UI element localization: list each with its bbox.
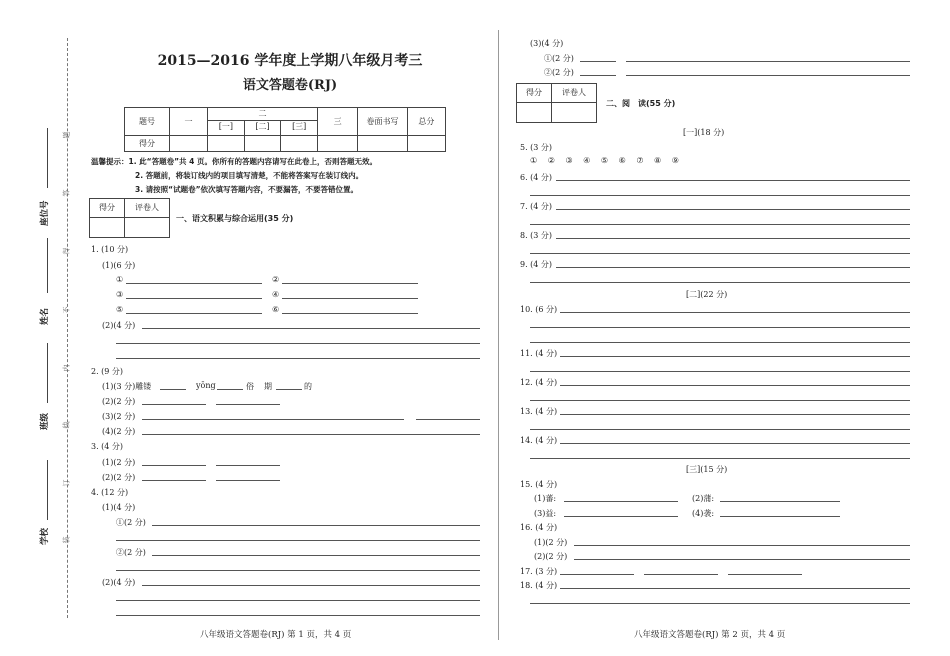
q6-answer-line[interactable] — [530, 195, 910, 196]
q18-answer-line[interactable] — [530, 603, 910, 604]
section-1-title: 一、语文积累与综合运用(35 分) — [176, 214, 294, 223]
score-header: 总分 — [407, 108, 445, 136]
score-header: 题号 — [125, 108, 170, 136]
r-q3a-answer-line[interactable] — [626, 61, 910, 62]
grader-score-label: 得分 — [517, 84, 552, 103]
q12-answer-line[interactable] — [530, 400, 910, 401]
q10-answer-line[interactable] — [560, 312, 910, 313]
q1-circle-6: ⑥ — [272, 305, 280, 314]
q17-label: 17. (3 分) — [520, 567, 558, 576]
section-2-title: 二、阅 读(55 分) — [606, 99, 676, 108]
q8-answer-line[interactable] — [556, 238, 910, 239]
q1-2-answer-line[interactable] — [116, 343, 480, 344]
seal-char: 不 — [62, 306, 71, 314]
score-subheader: [二] — [245, 121, 282, 135]
q15-1-label: (1)蕃: — [534, 494, 557, 503]
q4-1b-label: ②(2 分) — [116, 548, 146, 557]
q10-answer-line[interactable] — [530, 327, 910, 328]
q14-answer-line[interactable] — [530, 458, 910, 459]
q2-4-label: (4)(2 分) — [102, 427, 136, 436]
score-cell[interactable] — [358, 136, 408, 152]
q4-1-label: (1)(4 分) — [102, 503, 136, 512]
q2-3-answer-line[interactable] — [142, 419, 404, 420]
q17-blank[interactable] — [728, 574, 802, 575]
q4-2-label: (2)(4 分) — [102, 578, 136, 587]
school-label: 学校 — [40, 527, 50, 545]
q1-circle-5: ⑤ — [116, 305, 124, 314]
q16-label: 16. (4 分) — [520, 523, 558, 532]
q1-circle-1: ① — [116, 275, 124, 284]
score-header-part2 — [208, 108, 318, 136]
q2-3-answer-line[interactable] — [416, 419, 480, 420]
left-footer: 八年级语文答题卷(RJ) 第 1 页，共 4 页 — [200, 630, 352, 640]
q2-2-blank[interactable] — [142, 404, 206, 405]
part-1-title: [一](18 分) — [683, 128, 725, 137]
q15-2-blank[interactable] — [720, 501, 840, 502]
q13-answer-line[interactable] — [530, 429, 910, 430]
q5-option[interactable]: ⑦ — [636, 156, 644, 165]
score-cell[interactable] — [281, 136, 317, 151]
q2-3-label: (3)(2 分) — [102, 412, 136, 421]
q4-2-answer-line[interactable] — [142, 585, 480, 586]
q10-label: 10. (6 分) — [520, 305, 558, 314]
q3-1-label: (1)(2 分) — [102, 458, 136, 467]
q2-1-char: 俗 — [246, 382, 254, 391]
q2-label: 2. (9 分) — [91, 367, 124, 376]
score-header: 一 — [169, 108, 207, 136]
q16-1-label: (1)(2 分) — [534, 538, 568, 547]
page-divider — [498, 30, 499, 640]
score-header: 三 — [318, 108, 358, 136]
score-header: 卷面书写 — [358, 108, 408, 136]
grader-divider — [124, 217, 125, 237]
score-subheader: [一] — [208, 121, 245, 135]
q6-answer-line[interactable] — [556, 180, 910, 181]
seal-char: 题 — [62, 131, 71, 139]
q14-answer-line[interactable] — [560, 443, 910, 444]
q16-2-label: (2)(2 分) — [534, 552, 568, 561]
q4-1a-label: ①(2 分) — [116, 518, 146, 527]
q2-1-pinyin: yōng — [196, 381, 216, 390]
q1-answer-line[interactable] — [126, 313, 262, 314]
q9-label: 9. (4 分) — [520, 260, 553, 269]
r-q3b-blank[interactable] — [580, 75, 616, 76]
seal-char: 答 — [62, 189, 71, 197]
binding-line — [67, 38, 68, 618]
q5-option[interactable]: ⑨ — [671, 156, 679, 165]
score-cell[interactable] — [169, 136, 207, 152]
q1-1-label: (1)(6 分) — [102, 261, 136, 270]
q2-4-answer-line[interactable] — [142, 434, 480, 435]
q3-1-blank[interactable] — [216, 465, 280, 466]
grader-reviewer-label: 评卷人 — [552, 84, 596, 103]
name-label: 姓名 — [40, 307, 50, 325]
q4-2-answer-line[interactable] — [116, 615, 480, 616]
grader-score-label: 得分 — [90, 199, 125, 218]
q15-4-label: (4)袭: — [692, 509, 715, 518]
q12-label: 12. (4 分) — [520, 378, 558, 387]
seal-char: 装 — [62, 536, 71, 544]
q5-label: 5. (3 分) — [520, 143, 553, 152]
seal-char: 内 — [62, 364, 71, 372]
seat-number-label: 座位号 — [40, 200, 50, 226]
seal-char: 得 — [62, 247, 71, 255]
q15-3-label: (3)益: — [534, 509, 557, 518]
q3-2-blank[interactable] — [142, 480, 206, 481]
q15-2-label: (2)蒲: — [692, 494, 715, 503]
q16-1-answer-line[interactable] — [574, 545, 910, 546]
score-cell[interactable] — [318, 136, 358, 152]
q15-3-blank[interactable] — [564, 516, 678, 517]
score-header: 二 — [208, 108, 317, 121]
q6-label: 6. (4 分) — [520, 173, 553, 182]
q1-answer-line[interactable] — [282, 313, 418, 314]
q5-option[interactable]: ③ — [565, 156, 573, 165]
r-q3a-label: ①(2 分) — [544, 54, 574, 63]
right-footer: 八年级语文答题卷(RJ) 第 2 页，共 4 页 — [634, 630, 786, 640]
q8-answer-line[interactable] — [530, 253, 910, 254]
q4-2-answer-line[interactable] — [116, 600, 480, 601]
q4-1a-answer-line[interactable] — [152, 525, 480, 526]
grader-reviewer-label: 评卷人 — [125, 199, 169, 218]
r-q3b-label: ②(2 分) — [544, 68, 574, 77]
score-cell[interactable] — [208, 136, 245, 151]
score-row-label: 得分 — [125, 136, 170, 152]
class-label: 班级 — [40, 412, 50, 430]
q7-answer-line[interactable] — [556, 209, 910, 210]
r-q3b-answer-line[interactable] — [626, 75, 910, 76]
q5-option[interactable]: ⑧ — [654, 156, 662, 165]
q2-1-label: (1)(3 分)雕镂 — [102, 382, 152, 391]
part-3-title: [三](15 分) — [686, 465, 728, 474]
q1-answer-line[interactable] — [282, 283, 418, 284]
q2-1-blank[interactable] — [276, 389, 302, 390]
seal-char: 线 — [62, 421, 71, 429]
q2-1-char: 的 — [304, 382, 312, 391]
q4-1b-answer-line[interactable] — [152, 555, 480, 556]
q5-option[interactable]: ⑥ — [618, 156, 626, 165]
q3-label: 3. (4 分) — [91, 442, 124, 451]
page-subtitle: 语文答题卷(RJ) — [242, 78, 338, 93]
q18-label: 18. (4 分) — [520, 581, 558, 590]
q1-circle-3: ③ — [116, 290, 124, 299]
q11-answer-line[interactable] — [560, 356, 910, 357]
score-cell-group — [208, 136, 318, 152]
q3-1-blank[interactable] — [142, 465, 206, 466]
q9-answer-line[interactable] — [530, 282, 910, 283]
q17-blank[interactable] — [644, 574, 718, 575]
q5-option[interactable]: ① — [530, 156, 538, 165]
score-table — [124, 107, 446, 152]
r-q3a-blank[interactable] — [580, 61, 616, 62]
q2-1-char: 期 — [264, 382, 272, 391]
q5-option[interactable]: ② — [547, 156, 555, 165]
q9-answer-line[interactable] — [556, 267, 910, 268]
q1-answer-line[interactable] — [282, 298, 418, 299]
q11-answer-line[interactable] — [530, 371, 910, 372]
seal-char: 订 — [62, 479, 71, 487]
q1-circle-2: ② — [272, 275, 280, 284]
q14-label: 14. (4 分) — [520, 436, 558, 445]
score-subheader: [三] — [292, 122, 307, 131]
q4-1b-answer-line[interactable] — [116, 570, 480, 571]
q16-2-answer-line[interactable] — [574, 559, 910, 560]
q3-2-blank[interactable] — [216, 480, 280, 481]
tip-line-1: 温馨提示：1. 此“答题卷”共 4 页。你所有的答题内容请写在此卷上，否则答题无效。 — [91, 157, 377, 166]
class-field[interactable] — [47, 343, 48, 403]
grader-box-2 — [516, 83, 597, 123]
q7-answer-line[interactable] — [530, 224, 910, 225]
r-q3-label: (3)(4 分) — [530, 39, 564, 48]
tip-line-2: 2. 答题前，将装订线内的项目填写清楚，不能将答案写在装订线内。 — [135, 171, 364, 180]
q8-label: 8. (3 分) — [520, 231, 553, 240]
q10-answer-line[interactable] — [530, 342, 910, 343]
q1-2-label: (2)(4 分) — [102, 321, 136, 330]
q1-label: 1. (10 分) — [91, 245, 129, 254]
q1-answer-line[interactable] — [126, 298, 262, 299]
q4-label: 4. (12 分) — [91, 488, 129, 497]
q2-2-blank[interactable] — [216, 404, 280, 405]
q13-answer-line[interactable] — [560, 414, 910, 415]
q2-2-label: (2)(2 分) — [102, 397, 136, 406]
school-field[interactable] — [47, 460, 48, 520]
q1-2-answer-line[interactable] — [116, 358, 480, 359]
q1-circle-4: ④ — [272, 290, 280, 299]
q1-answer-line[interactable] — [126, 283, 262, 284]
q15-label: 15. (4 分) — [520, 480, 558, 489]
q13-label: 13. (4 分) — [520, 407, 558, 416]
q5-option[interactable]: ⑤ — [600, 156, 609, 165]
part-2-title: [二](22 分) — [686, 290, 728, 299]
q4-1a-answer-line[interactable] — [116, 540, 480, 541]
q5-option[interactable]: ④ — [583, 156, 591, 165]
grader-divider — [551, 102, 552, 122]
q2-1-blank[interactable] — [217, 389, 243, 390]
score-cell[interactable] — [245, 136, 282, 151]
q3-2-label: (2)(2 分) — [102, 473, 136, 482]
q7-label: 7. (4 分) — [520, 202, 553, 211]
page-title: 2015—2016 学年度上学期八年级月考三 — [157, 53, 423, 69]
name-field[interactable] — [47, 238, 48, 293]
q15-1-blank[interactable] — [564, 501, 678, 502]
seat-number-field[interactable] — [47, 128, 48, 188]
score-cell[interactable] — [407, 136, 445, 152]
q5-options — [530, 156, 687, 165]
grader-box — [89, 198, 170, 238]
q1-2-answer-line[interactable] — [142, 328, 480, 329]
q12-answer-line[interactable] — [560, 385, 910, 386]
q15-4-blank[interactable] — [720, 516, 840, 517]
q11-label: 11. (4 分) — [520, 349, 558, 358]
q2-1-blank[interactable] — [160, 389, 186, 390]
q17-blank[interactable] — [560, 574, 634, 575]
tip-line-3: 3. 请按照“试题卷”依次填写答题内容，不要漏答，不要答错位置。 — [135, 185, 359, 194]
q18-answer-line[interactable] — [560, 588, 910, 589]
